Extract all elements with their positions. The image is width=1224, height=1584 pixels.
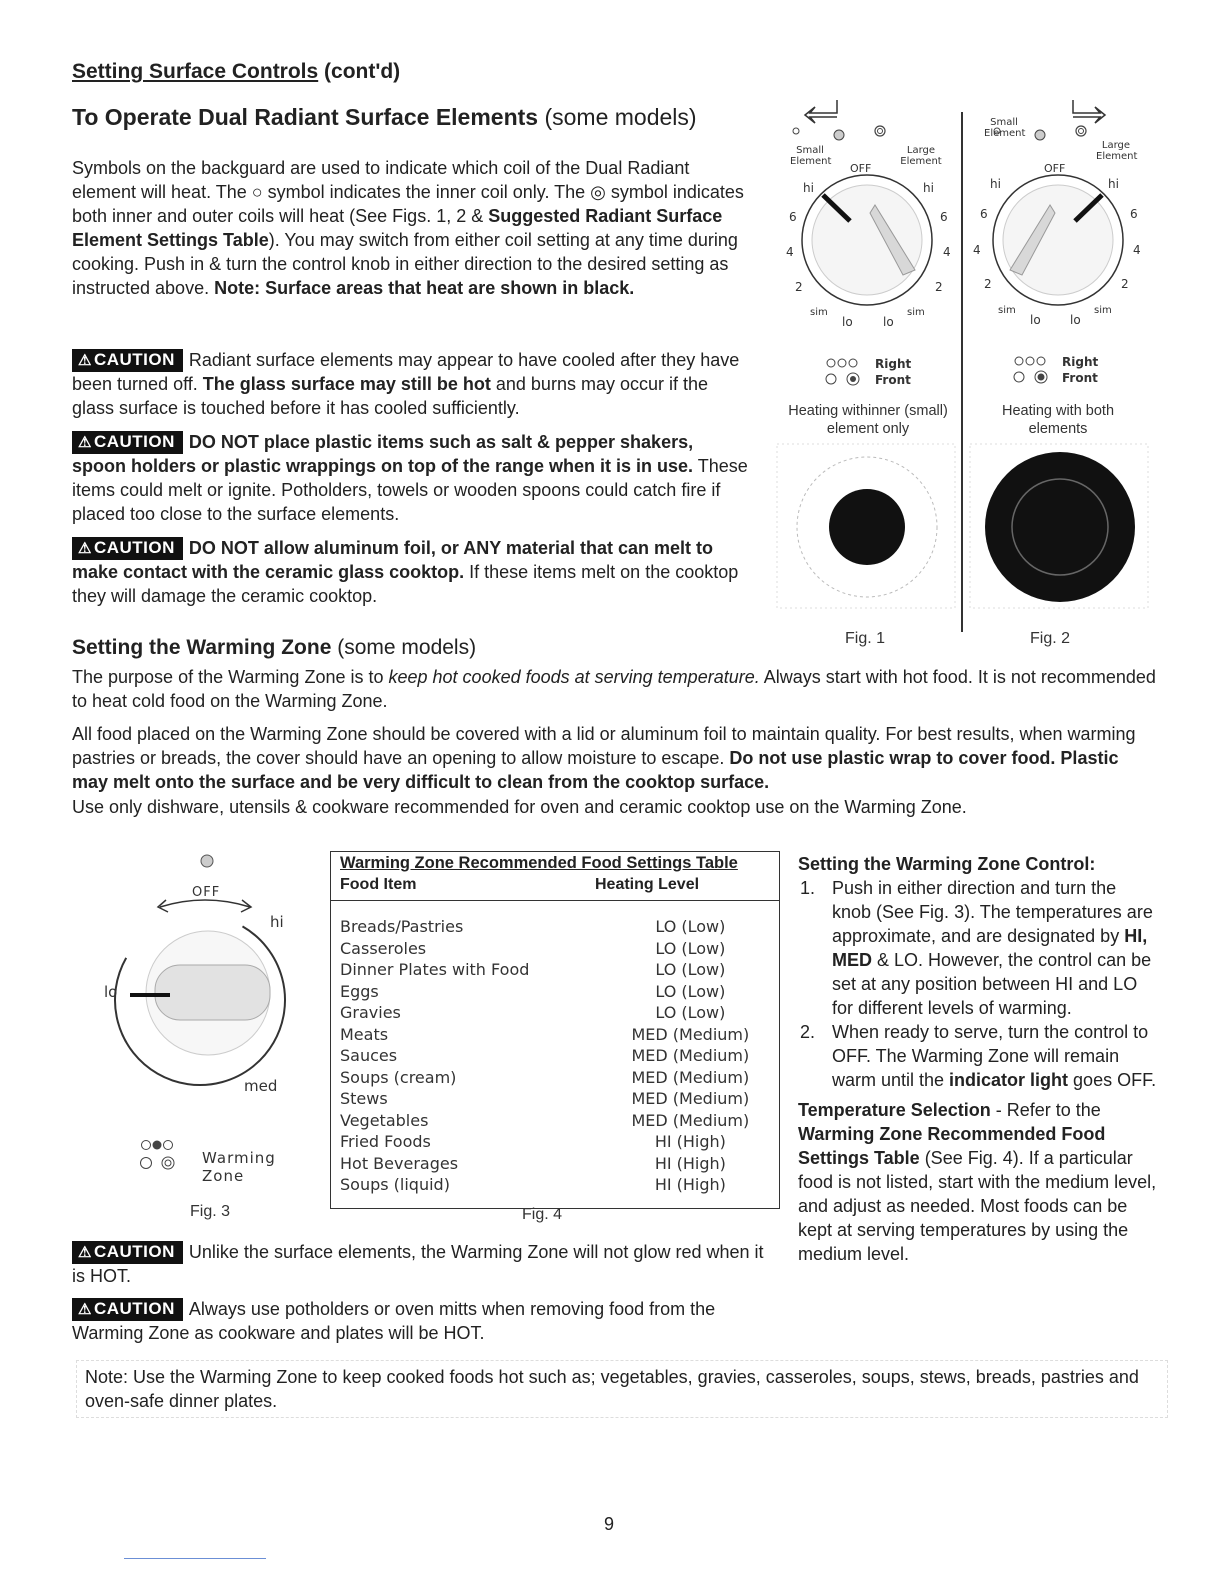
fig1-hi-left: hi xyxy=(803,181,814,195)
fig1-large-element: Large Element xyxy=(900,145,942,167)
fig3-med: med xyxy=(244,1077,278,1095)
table-row xyxy=(340,1088,770,1110)
table-row xyxy=(340,1002,770,1024)
table-row xyxy=(340,916,770,938)
table-title: Warming Zone Recommended Food Settings Table xyxy=(340,854,738,872)
table-col-level: Heating Level xyxy=(595,876,700,893)
caution-plastic: ⚠ CAUTION DO NOT place plastic items such as salt & pepper shakers, spoon holders or plastic wrappings on top of the range when it is in use. These items could melt or ignite. Potholders, towels or wooden spoons could catch fire if placed too close to the surface elements. xyxy=(72,432,748,524)
table-cell-food: Sauces xyxy=(340,1046,398,1065)
fig2 xyxy=(968,95,1153,655)
footer-rule xyxy=(124,1558,266,1559)
temperature-selection: Temperature Selection - Refer to the Warming Zone Recommended Food Settings Table (See Fig. 4). If a particular food is not listed, start with the medium level, and adjust as needed. Most foods can be kept at serving temperatures by using the medium level. xyxy=(798,1100,1157,1264)
fig1-knob-diagram xyxy=(775,95,960,345)
warming-p2: All food placed on the Warming Zone should be covered with a lid or aluminum foil to maintain quality. For best results, when warming pastries or breads, the cover should have an opening to allow moisture to escape. Do not use plastic wrap to cover food. Plastic may melt onto the surface and be very difficult to clean from the cooktop surface. xyxy=(72,724,1136,792)
fig2-off: OFF xyxy=(1044,162,1066,175)
fig1-caption: Heating withinner (small) element only xyxy=(788,403,948,437)
fig1-lo-right: lo xyxy=(883,315,894,329)
table-row xyxy=(340,1067,770,1089)
caution-badge: ⚠ CAUTION xyxy=(72,1298,183,1321)
table-col-food: Food Item xyxy=(340,876,417,893)
table-cell-food: Casseroles xyxy=(340,938,427,958)
fig2-burner-illustration xyxy=(968,442,1153,612)
warming-p3: Use only dishware, utensils & cookware recommended for oven and ceramic cooktop use on the Warming Zone. xyxy=(72,797,967,817)
table-cell-food: Stews xyxy=(340,1089,388,1108)
fig1-4-right: 4 xyxy=(943,245,951,259)
warning-icon: ⚠ xyxy=(78,352,92,369)
fig3 xyxy=(90,845,320,1225)
fig1-label: Fig. 1 xyxy=(845,630,886,647)
table-cell-level: LO (Low) xyxy=(655,981,726,1001)
table-cell-food: Hot Beverages xyxy=(340,1153,459,1173)
fig3-lo: lo xyxy=(104,983,118,1001)
fig2-sim-left: sim xyxy=(998,305,1016,316)
fig2-4-right: 4 xyxy=(1133,243,1141,257)
caution-no-glow: ⚠ CAUTION Unlike the surface elements, the Warming Zone will not glow red when it is HOT. xyxy=(72,1242,764,1286)
table-cell-level: HI (High) xyxy=(654,1132,726,1151)
fig4-label: Fig. 4 xyxy=(522,1206,563,1223)
arrow-left-icon xyxy=(805,100,837,123)
step-1-number: 1. xyxy=(800,878,816,898)
dual-coil-inner xyxy=(878,129,883,134)
fig-divider xyxy=(961,112,963,632)
fig3-warming-zone xyxy=(202,1149,276,1185)
table-cell-food: Soups (liquid) xyxy=(340,1175,450,1194)
table-cell-level: MED (Medium) xyxy=(631,1067,750,1087)
table-cell-level: LO (Low) xyxy=(655,917,726,936)
fig1-2-right: 2 xyxy=(935,280,943,294)
control-heading: Setting the Warming Zone Control: xyxy=(798,854,1096,874)
step-1: 1. Push in either direction and turn the knob (See Fig. 3). The temperatures are approximate, and are designated by HI, MED & LO. However, the control can be set at any position between HI and LO for different levels of warming. xyxy=(800,878,1153,1018)
fig1-front: Front xyxy=(875,373,911,387)
indicator-icon xyxy=(201,855,213,867)
fig2-2-right: 2 xyxy=(1121,277,1129,291)
dual-heading: To Operate Dual Radiant Surface Elements (some models) xyxy=(72,104,697,130)
page-number: 9 xyxy=(604,1514,615,1534)
fig2-small-element: Small Element xyxy=(984,117,1026,139)
fig2-hi-left: hi xyxy=(990,177,1001,191)
arrow-right-icon xyxy=(1073,100,1105,123)
fig1-off: OFF xyxy=(850,162,872,175)
table-cell-level: LO (Low) xyxy=(655,1003,726,1022)
fig2-large-element: Large Element xyxy=(1096,140,1138,162)
fig2-2-left: 2 xyxy=(984,277,992,291)
fig1-hi-right: hi xyxy=(923,181,934,195)
dual-coil-inner xyxy=(1079,129,1084,134)
table-row xyxy=(340,938,770,960)
fig3-warming-zone-icon xyxy=(140,1137,180,1175)
control-instructions xyxy=(798,852,1158,1266)
table-row xyxy=(340,1110,770,1132)
table-row xyxy=(340,959,770,981)
fig2-front: Front xyxy=(1062,371,1098,385)
table-cell-food: Breads/Pastries xyxy=(340,917,464,936)
caution-foil: ⚠ CAUTION DO NOT allow aluminum foil, or ANY material that can melt to make contact with the ceramic glass cooktop. If these items melt on the cooktop they will damage the ceramic cooktop. xyxy=(72,538,739,606)
table-cell-food: Gravies xyxy=(340,1003,401,1022)
fig3-hi: hi xyxy=(270,913,284,931)
fig2-burner-position-icon xyxy=(1013,355,1053,389)
indicator-icon xyxy=(834,130,844,140)
warming-table xyxy=(330,851,780,1209)
caution-badge: ⚠ CAUTION xyxy=(72,537,183,560)
fig1-sim-right: sim xyxy=(907,307,925,318)
fig3-warming: Warming xyxy=(202,1149,276,1167)
step-2-number: 2. xyxy=(800,1022,816,1042)
double-arrow-icon xyxy=(160,900,250,907)
note-box: Note: Use the Warming Zone to keep cooked foods hot such as; vegetables, gravies, casseroles, soups, stews, breads, pastries and oven-safe dinner plates. xyxy=(76,1360,1168,1418)
fig1-burner-illustration xyxy=(775,442,960,612)
fig3-zone: Zone xyxy=(202,1167,245,1185)
warning-icon: ⚠ xyxy=(78,540,92,557)
caution-potholders: ⚠ CAUTION Always use potholders or oven mitts when removing food from the Warming Zone as cookware and plates will be HOT. xyxy=(72,1299,716,1343)
fig1-burner-position-icon xyxy=(825,357,865,391)
fig2-6-right: 6 xyxy=(1130,207,1138,221)
fig1-sim-left: sim xyxy=(810,307,828,318)
step-2: 2. When ready to serve, turn the control to OFF. The Warming Zone will remain warm until the indicator light goes OFF. xyxy=(800,1022,1157,1090)
table-cell-food: Eggs xyxy=(340,981,379,1001)
warming-p1: The purpose of the Warming Zone is to keep hot cooked foods at serving temperature. Always start with hot food. It is not recommended to heat cold food on the Warming Zone. xyxy=(72,667,1156,711)
fig3-label: Fig. 3 xyxy=(190,1203,231,1220)
table-header-rule xyxy=(331,900,779,901)
section-title: Setting Surface Controls (cont'd) xyxy=(72,60,401,83)
fig1-2-left: 2 xyxy=(795,280,803,294)
fig2-lo-right: lo xyxy=(1070,313,1081,327)
fig1-6-left: 6 xyxy=(789,210,797,224)
table-cell-level: MED (Medium) xyxy=(631,1110,750,1130)
fig3-knob-diagram xyxy=(90,845,320,1105)
table-row xyxy=(340,1153,770,1175)
caution-badge: ⚠ CAUTION xyxy=(72,349,183,372)
caution-radiant: ⚠ CAUTION Radiant surface elements may appear to have cooled after they have been turned off. The glass surface may still be hot and burns may occur if the glass surface is touched before it has cooled sufficiently. xyxy=(72,350,740,418)
table-cell-food: Dinner Plates with Food xyxy=(340,960,530,979)
table-cell-level: LO (Low) xyxy=(655,960,726,979)
table-row xyxy=(340,1045,770,1067)
dual-coil-icon xyxy=(1076,126,1086,136)
fig2-sim-right: sim xyxy=(1094,305,1112,316)
table-cell-food: Fried Foods xyxy=(340,1132,431,1151)
table-row xyxy=(340,1024,770,1046)
table-cell-level: HI (High) xyxy=(654,1153,726,1173)
table-cell-level: MED (Medium) xyxy=(631,1046,750,1065)
table-row xyxy=(340,1131,770,1153)
table-row xyxy=(340,981,770,1003)
fig2-4-left: 4 xyxy=(973,243,981,257)
inner-coil-icon xyxy=(793,128,799,134)
table-cell-level: MED (Medium) xyxy=(631,1089,750,1108)
table-cell-food: Meats xyxy=(340,1024,389,1044)
table-cell-food: Vegetables xyxy=(340,1110,429,1130)
fig1-4-left: 4 xyxy=(786,245,794,259)
fig2-6-left: 6 xyxy=(980,207,988,221)
warning-icon: ⚠ xyxy=(78,1301,92,1318)
fig2-right: Right xyxy=(1062,355,1099,369)
indicator-icon xyxy=(1035,130,1045,140)
warning-icon: ⚠ xyxy=(78,1244,92,1261)
fig2-label: Fig. 2 xyxy=(1030,630,1071,647)
warning-icon: ⚠ xyxy=(78,434,92,451)
fig1-lo-left: lo xyxy=(842,315,853,329)
table-body xyxy=(340,916,770,1196)
caution-badge: ⚠ CAUTION xyxy=(72,1241,183,1264)
caution-badge: ⚠ CAUTION xyxy=(72,431,183,454)
fig2-lo-left: lo xyxy=(1030,313,1041,327)
knob-grip xyxy=(155,965,270,1020)
fig2-caption: Heating with both elements xyxy=(1001,403,1115,437)
table-cell-level: MED (Medium) xyxy=(631,1024,750,1044)
fig1 xyxy=(775,95,960,655)
fig1-small-element: Small Element xyxy=(790,145,832,167)
dual-coil-icon xyxy=(875,126,885,136)
fig1-right: Right xyxy=(875,357,912,371)
fig3-off: OFF xyxy=(192,885,221,900)
table-cell-level: LO (Low) xyxy=(655,938,726,958)
fig2-hi-right: hi xyxy=(1108,177,1119,191)
warming-heading: Setting the Warming Zone (some models) xyxy=(72,636,477,659)
table-cell-food: Soups (cream) xyxy=(340,1067,457,1087)
table-row xyxy=(340,1174,770,1196)
fig1-6-right: 6 xyxy=(940,210,948,224)
dual-paragraph: Symbols on the backguard are used to indicate which coil of the Dual Radiant element will heat. The ○ symbol indicates the inner coil only. The ◎ symbol indicates both inner and outer coils will heat (See Figs. 1, 2 & Suggested Radiant Surface Element Settings Table). You may switch from either coil setting at any time during cooking. Push in & turn the control knob in either direction to the desired setting as instructed above. Note: Surface areas that heat are shown in black. xyxy=(72,158,744,298)
table-cell-level: HI (High) xyxy=(654,1175,726,1194)
